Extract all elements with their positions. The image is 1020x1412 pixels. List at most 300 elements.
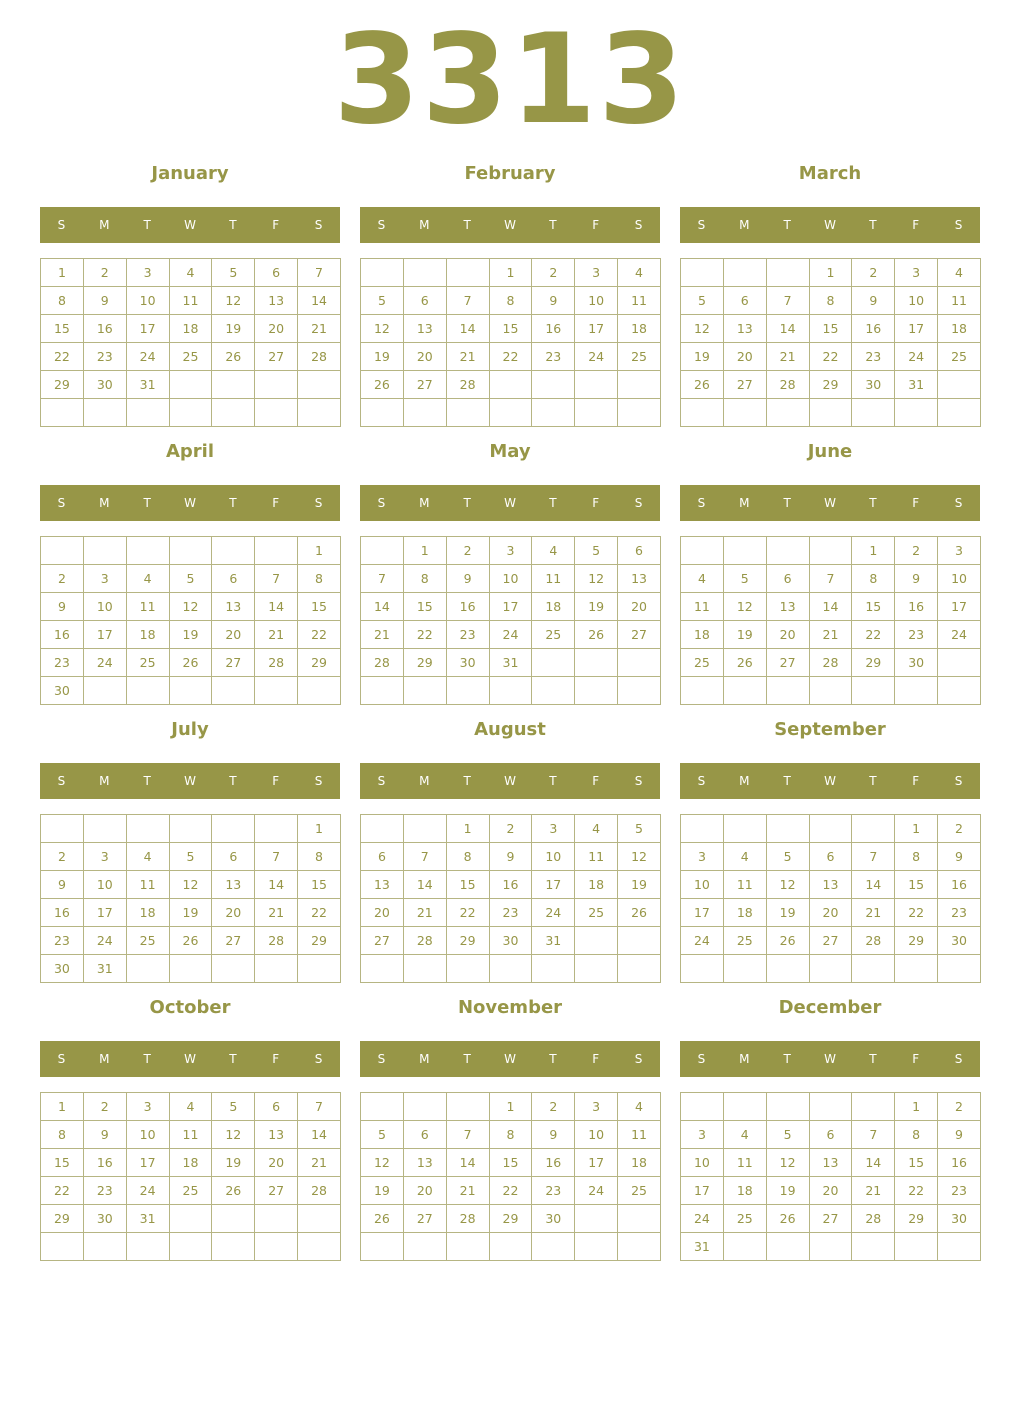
week-row <box>681 565 981 593</box>
day-cell: 4 <box>169 259 212 287</box>
empty-day-cell <box>169 1233 212 1261</box>
day-cell: 4 <box>169 1093 212 1121</box>
week-row <box>681 1093 981 1121</box>
week-row <box>361 565 661 593</box>
empty-day-cell <box>618 649 661 677</box>
day-cell: 12 <box>723 593 766 621</box>
week-row <box>41 565 341 593</box>
day-cell: 10 <box>575 287 618 315</box>
day-cell: 26 <box>212 343 255 371</box>
day-cell: 15 <box>489 1149 532 1177</box>
day-grid <box>40 814 341 983</box>
day-grid <box>680 1092 981 1261</box>
day-cell: 12 <box>169 871 212 899</box>
day-grid <box>40 536 341 705</box>
day-cell: 13 <box>403 1149 446 1177</box>
day-cell: 19 <box>766 899 809 927</box>
day-cell: 3 <box>681 1121 724 1149</box>
weekday-label: S <box>377 774 386 788</box>
day-cell: 10 <box>895 287 938 315</box>
week-row <box>681 955 981 983</box>
day-cell: 27 <box>809 1205 852 1233</box>
month-name: June <box>807 441 853 462</box>
day-cell: 13 <box>361 871 404 899</box>
day-cell: 15 <box>895 871 938 899</box>
empty-day-cell <box>169 399 212 427</box>
day-cell: 10 <box>126 287 169 315</box>
empty-day-cell <box>169 371 212 399</box>
day-cell: 14 <box>446 1149 489 1177</box>
day-cell: 19 <box>681 343 724 371</box>
empty-day-cell <box>809 677 852 705</box>
weekday-label: T <box>783 218 791 232</box>
day-cell: 17 <box>83 621 126 649</box>
day-cell: 2 <box>489 815 532 843</box>
day-cell: 21 <box>298 315 341 343</box>
day-cell: 23 <box>852 343 895 371</box>
empty-day-cell <box>575 649 618 677</box>
weekday-label: F <box>592 1052 600 1066</box>
day-cell: 20 <box>618 593 661 621</box>
day-cell: 27 <box>766 649 809 677</box>
empty-day-cell <box>852 1233 895 1261</box>
weekday-label: M <box>739 496 750 510</box>
weekday-label: M <box>99 774 110 788</box>
day-cell: 15 <box>446 871 489 899</box>
weekday-label: F <box>272 496 280 510</box>
day-cell: 1 <box>403 537 446 565</box>
empty-day-cell <box>766 1093 809 1121</box>
empty-day-cell <box>532 1233 575 1261</box>
day-cell: 26 <box>361 371 404 399</box>
day-cell: 20 <box>403 1177 446 1205</box>
day-cell: 12 <box>212 1121 255 1149</box>
day-cell: 11 <box>169 1121 212 1149</box>
day-cell: 21 <box>766 343 809 371</box>
day-cell: 7 <box>255 565 298 593</box>
day-cell: 27 <box>255 1177 298 1205</box>
day-cell: 19 <box>212 315 255 343</box>
empty-day-cell <box>361 537 404 565</box>
day-cell: 19 <box>361 1177 404 1205</box>
weekday-label: S <box>954 1052 963 1066</box>
empty-day-cell <box>532 371 575 399</box>
day-cell: 25 <box>618 1177 661 1205</box>
day-cell: 3 <box>895 259 938 287</box>
week-row <box>361 1177 661 1205</box>
empty-day-cell <box>575 1205 618 1233</box>
week-row <box>41 1149 341 1177</box>
weekday-label: T <box>229 774 237 788</box>
day-cell: 1 <box>895 1093 938 1121</box>
weekday-label: W <box>824 774 836 788</box>
day-cell: 6 <box>403 1121 446 1149</box>
day-cell: 23 <box>489 899 532 927</box>
weekday-label: S <box>314 218 323 232</box>
weekday-label: W <box>504 774 516 788</box>
empty-day-cell <box>681 815 724 843</box>
day-cell: 7 <box>403 843 446 871</box>
day-cell: 24 <box>575 343 618 371</box>
day-cell: 22 <box>298 621 341 649</box>
empty-day-cell <box>618 955 661 983</box>
day-cell: 9 <box>41 871 84 899</box>
weekday-label: F <box>912 774 920 788</box>
weekday-label: M <box>99 218 110 232</box>
empty-day-cell <box>723 1233 766 1261</box>
day-cell: 20 <box>809 899 852 927</box>
day-cell: 30 <box>41 955 84 983</box>
month-name: February <box>464 163 556 184</box>
day-cell: 28 <box>809 649 852 677</box>
day-cell: 2 <box>83 1093 126 1121</box>
day-cell: 23 <box>83 343 126 371</box>
day-cell: 23 <box>83 1177 126 1205</box>
day-cell: 25 <box>723 1205 766 1233</box>
day-cell: 4 <box>618 1093 661 1121</box>
day-cell: 22 <box>446 899 489 927</box>
empty-day-cell <box>83 399 126 427</box>
weekday-label: S <box>57 1052 66 1066</box>
weekday-label: W <box>184 218 196 232</box>
day-grid <box>360 536 661 705</box>
day-cell: 24 <box>681 1205 724 1233</box>
week-row <box>681 593 981 621</box>
day-cell: 15 <box>852 593 895 621</box>
day-cell: 10 <box>681 871 724 899</box>
weekday-label: F <box>912 496 920 510</box>
empty-day-cell <box>723 955 766 983</box>
week-row <box>41 287 341 315</box>
day-cell: 26 <box>169 649 212 677</box>
day-cell: 20 <box>212 621 255 649</box>
empty-day-cell <box>766 537 809 565</box>
empty-day-cell <box>83 815 126 843</box>
day-cell: 12 <box>361 1149 404 1177</box>
day-cell: 29 <box>403 649 446 677</box>
empty-day-cell <box>446 1233 489 1261</box>
weekday-label: T <box>869 496 877 510</box>
weekday-header <box>360 1041 660 1077</box>
week-row <box>361 815 661 843</box>
day-cell: 25 <box>938 343 981 371</box>
day-cell: 31 <box>126 1205 169 1233</box>
empty-day-cell <box>169 955 212 983</box>
day-cell: 25 <box>618 343 661 371</box>
day-cell: 8 <box>489 1121 532 1149</box>
year-title: 3313 <box>333 8 687 152</box>
empty-day-cell <box>361 815 404 843</box>
day-cell: 21 <box>852 899 895 927</box>
day-cell: 28 <box>446 1205 489 1233</box>
empty-day-cell <box>212 371 255 399</box>
day-cell: 7 <box>298 1093 341 1121</box>
day-cell: 30 <box>41 677 84 705</box>
day-cell: 30 <box>83 1205 126 1233</box>
weekday-label: T <box>143 774 151 788</box>
day-cell: 30 <box>532 1205 575 1233</box>
week-row <box>361 1233 661 1261</box>
day-cell: 29 <box>895 1205 938 1233</box>
empty-day-cell <box>41 537 84 565</box>
day-cell: 2 <box>83 259 126 287</box>
empty-day-cell <box>361 955 404 983</box>
day-cell: 18 <box>532 593 575 621</box>
empty-day-cell <box>212 955 255 983</box>
empty-day-cell <box>298 1233 341 1261</box>
empty-day-cell <box>938 955 981 983</box>
day-cell: 30 <box>83 371 126 399</box>
weekday-label: F <box>592 774 600 788</box>
empty-day-cell <box>83 1233 126 1261</box>
weekday-header <box>360 763 660 799</box>
day-cell: 18 <box>938 315 981 343</box>
empty-day-cell <box>809 815 852 843</box>
day-cell: 25 <box>723 927 766 955</box>
empty-day-cell <box>895 399 938 427</box>
empty-day-cell <box>212 815 255 843</box>
week-row <box>681 649 981 677</box>
empty-day-cell <box>809 1093 852 1121</box>
weekday-header <box>360 207 660 243</box>
empty-day-cell <box>212 677 255 705</box>
day-cell: 10 <box>126 1121 169 1149</box>
empty-day-cell <box>169 815 212 843</box>
day-cell: 22 <box>895 899 938 927</box>
day-cell: 26 <box>766 1205 809 1233</box>
day-cell: 14 <box>255 593 298 621</box>
day-cell: 13 <box>403 315 446 343</box>
day-cell: 1 <box>41 259 84 287</box>
day-cell: 14 <box>446 315 489 343</box>
week-row <box>361 343 661 371</box>
day-cell: 3 <box>489 537 532 565</box>
empty-day-cell <box>938 1233 981 1261</box>
weekday-label: F <box>272 1052 280 1066</box>
day-cell: 4 <box>126 565 169 593</box>
empty-day-cell <box>212 537 255 565</box>
weekday-label: S <box>954 496 963 510</box>
day-cell: 17 <box>681 1177 724 1205</box>
day-cell: 5 <box>169 843 212 871</box>
week-row <box>681 1177 981 1205</box>
day-cell: 4 <box>618 259 661 287</box>
day-cell: 30 <box>938 927 981 955</box>
empty-day-cell <box>83 677 126 705</box>
weekday-label: S <box>634 218 643 232</box>
day-cell: 3 <box>575 259 618 287</box>
day-cell: 8 <box>41 287 84 315</box>
day-cell: 11 <box>169 287 212 315</box>
empty-day-cell <box>255 371 298 399</box>
day-cell: 19 <box>169 621 212 649</box>
day-cell: 29 <box>446 927 489 955</box>
day-cell: 17 <box>489 593 532 621</box>
day-cell: 4 <box>532 537 575 565</box>
day-cell: 24 <box>126 1177 169 1205</box>
empty-day-cell <box>618 399 661 427</box>
day-cell: 23 <box>532 343 575 371</box>
weekday-label: T <box>783 496 791 510</box>
empty-day-cell <box>361 259 404 287</box>
day-cell: 23 <box>532 1177 575 1205</box>
day-cell: 2 <box>532 1093 575 1121</box>
day-cell: 19 <box>766 1177 809 1205</box>
empty-day-cell <box>361 399 404 427</box>
weekday-label: T <box>549 496 557 510</box>
week-row <box>41 1121 341 1149</box>
day-cell: 5 <box>361 1121 404 1149</box>
day-cell: 28 <box>255 927 298 955</box>
day-cell: 14 <box>361 593 404 621</box>
week-row <box>41 899 341 927</box>
weekday-label: F <box>272 218 280 232</box>
empty-day-cell <box>169 537 212 565</box>
empty-day-cell <box>255 955 298 983</box>
day-cell: 1 <box>41 1093 84 1121</box>
day-cell: 25 <box>169 343 212 371</box>
week-row <box>41 677 341 705</box>
week-row <box>361 537 661 565</box>
day-cell: 15 <box>895 1149 938 1177</box>
day-cell: 6 <box>403 287 446 315</box>
weekday-header <box>360 485 660 521</box>
weekday-header <box>40 485 340 521</box>
day-cell: 1 <box>298 537 341 565</box>
week-row <box>361 1121 661 1149</box>
day-cell: 5 <box>766 843 809 871</box>
day-cell: 1 <box>489 1093 532 1121</box>
week-row <box>681 371 981 399</box>
day-cell: 18 <box>126 621 169 649</box>
day-cell: 9 <box>446 565 489 593</box>
day-cell: 15 <box>41 1149 84 1177</box>
day-cell: 5 <box>723 565 766 593</box>
day-cell: 15 <box>298 593 341 621</box>
day-cell: 9 <box>83 1121 126 1149</box>
week-row <box>361 1149 661 1177</box>
day-grid <box>40 1092 341 1261</box>
day-cell: 16 <box>532 1149 575 1177</box>
day-cell: 12 <box>169 593 212 621</box>
day-cell: 10 <box>489 565 532 593</box>
weekday-label: T <box>869 774 877 788</box>
empty-day-cell <box>723 399 766 427</box>
day-cell: 1 <box>809 259 852 287</box>
day-cell: 26 <box>212 1177 255 1205</box>
day-cell: 27 <box>212 649 255 677</box>
week-row <box>361 371 661 399</box>
day-cell: 5 <box>575 537 618 565</box>
empty-day-cell <box>489 955 532 983</box>
weekday-label: W <box>824 496 836 510</box>
day-cell: 31 <box>126 371 169 399</box>
weekday-label: T <box>463 496 471 510</box>
empty-day-cell <box>723 537 766 565</box>
day-cell: 6 <box>809 843 852 871</box>
day-cell: 28 <box>852 1205 895 1233</box>
week-row <box>361 259 661 287</box>
day-cell: 25 <box>575 899 618 927</box>
day-cell: 6 <box>723 287 766 315</box>
day-cell: 29 <box>895 927 938 955</box>
week-row <box>361 649 661 677</box>
weekday-label: T <box>463 774 471 788</box>
empty-day-cell <box>681 677 724 705</box>
weekday-label: M <box>99 496 110 510</box>
day-cell: 9 <box>41 593 84 621</box>
weekday-label: S <box>314 1052 323 1066</box>
week-row <box>41 871 341 899</box>
weekday-label: S <box>57 496 66 510</box>
day-cell: 4 <box>723 843 766 871</box>
day-cell: 6 <box>618 537 661 565</box>
day-grid <box>680 258 981 427</box>
day-cell: 8 <box>403 565 446 593</box>
empty-day-cell <box>681 259 724 287</box>
day-cell: 21 <box>255 899 298 927</box>
day-cell: 11 <box>618 287 661 315</box>
day-cell: 23 <box>895 621 938 649</box>
week-row <box>361 287 661 315</box>
empty-day-cell <box>212 1233 255 1261</box>
day-cell: 20 <box>766 621 809 649</box>
week-row <box>41 1093 341 1121</box>
weekday-label: T <box>229 1052 237 1066</box>
empty-day-cell <box>766 815 809 843</box>
day-cell: 12 <box>575 565 618 593</box>
empty-day-cell <box>255 815 298 843</box>
day-cell: 3 <box>681 843 724 871</box>
day-cell: 22 <box>403 621 446 649</box>
weekday-label: T <box>229 496 237 510</box>
day-cell: 13 <box>255 287 298 315</box>
day-cell: 9 <box>938 1121 981 1149</box>
week-row <box>681 259 981 287</box>
day-cell: 17 <box>83 899 126 927</box>
weekday-header <box>680 763 980 799</box>
empty-day-cell <box>766 677 809 705</box>
empty-day-cell <box>938 399 981 427</box>
day-cell: 7 <box>255 843 298 871</box>
empty-day-cell <box>852 815 895 843</box>
week-row <box>681 1149 981 1177</box>
day-cell: 13 <box>618 565 661 593</box>
day-cell: 4 <box>681 565 724 593</box>
week-row <box>681 315 981 343</box>
day-grid <box>360 814 661 983</box>
day-cell: 28 <box>255 649 298 677</box>
day-cell: 24 <box>83 927 126 955</box>
day-cell: 9 <box>532 287 575 315</box>
weekday-header <box>680 1041 980 1077</box>
day-cell: 15 <box>41 315 84 343</box>
day-cell: 18 <box>618 1149 661 1177</box>
weekday-label: S <box>377 496 386 510</box>
day-cell: 27 <box>255 343 298 371</box>
weekday-label: M <box>739 218 750 232</box>
day-cell: 8 <box>809 287 852 315</box>
week-row <box>41 843 341 871</box>
day-cell: 14 <box>852 871 895 899</box>
empty-day-cell <box>361 677 404 705</box>
day-cell: 18 <box>723 899 766 927</box>
day-cell: 14 <box>403 871 446 899</box>
week-row <box>361 843 661 871</box>
day-cell: 19 <box>169 899 212 927</box>
day-cell: 20 <box>809 1177 852 1205</box>
day-cell: 1 <box>446 815 489 843</box>
